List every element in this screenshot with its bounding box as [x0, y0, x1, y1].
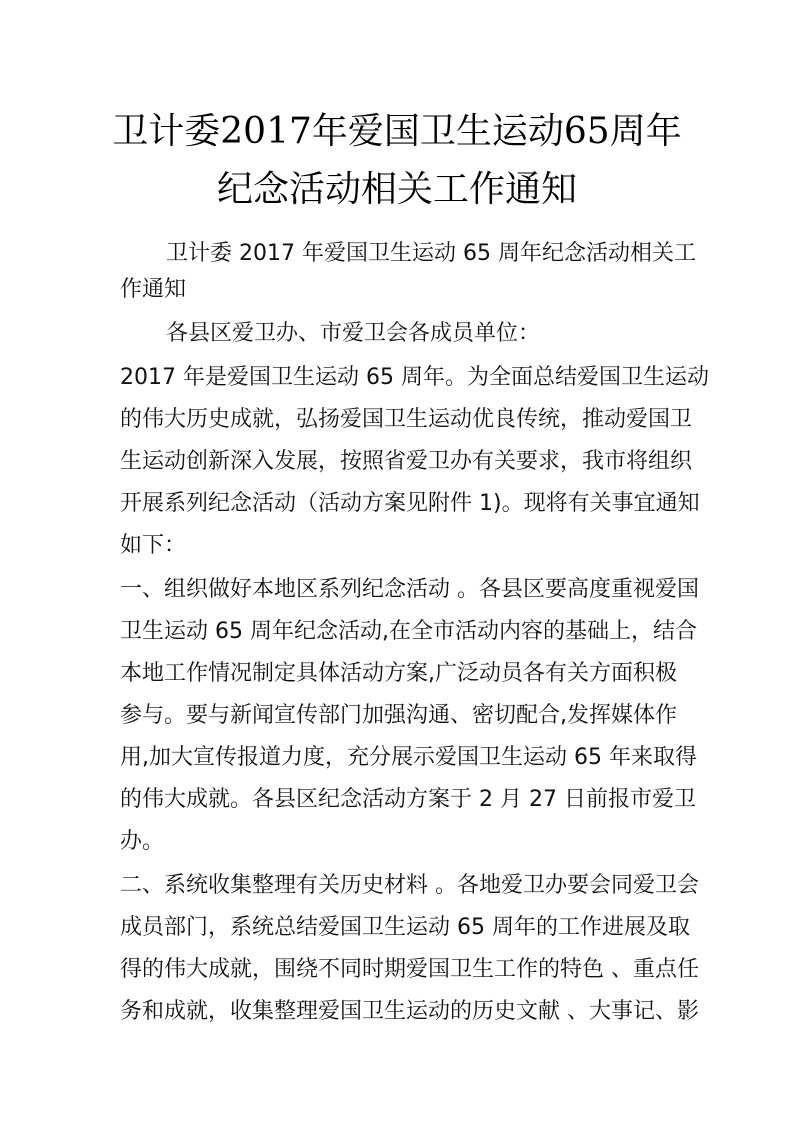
document-title-line-1: 卫计委2017年爱国卫生运动65周年 — [112, 111, 682, 152]
body-line: 生运动创新深入发展，按照省爱卫办有关要求，我市将组织 — [120, 449, 693, 474]
section-1-line: 本地工作情况制定具体活动方案,广泛动员各有关方面积极 — [120, 661, 677, 686]
salutation-line: 各县区爱卫办、市爱卫会各成员单位： — [166, 321, 541, 346]
section-2-line: 务和成就，收集整理爱国卫生运动的历史文献 、大事记、影 — [120, 999, 699, 1024]
section-2-line: 得的伟大成就，围绕不同时期爱国卫生工作的特色 、重点任 — [120, 957, 699, 982]
section-1-line: 的伟大成就。各县区纪念活动方案于 2 月 27 日前报市爱卫 — [120, 787, 696, 812]
section-1-line: 参与。要与新闻宣传部门加强沟通、密切配合,发挥媒体作 — [120, 703, 677, 728]
section-2-line: 成员部门，系统总结爱国卫生运动 65 周年的工作进展及取 — [120, 915, 690, 940]
body-line: 的伟大历史成就，弘扬爱国卫生运动优良传统，推动爱国卫 — [120, 407, 693, 432]
section-2-line: 二、系统收集整理有关历史材料 。各地爱卫办要会同爱卫会 — [120, 873, 699, 898]
document-title-line-2: 纪念活动相关工作通知 — [216, 169, 577, 210]
body-line: 开展系列纪念活动（活动方案见附件 1)。现将有关事宜通知 — [120, 491, 700, 516]
body-line: 卫计委 2017 年爱国卫生运动 65 周年纪念活动相关工 — [166, 241, 696, 266]
body-line: 作通知 — [120, 277, 187, 302]
body-line: 2017 年是爱国卫生运动 65 周年。为全面总结爱国卫生运动 — [120, 365, 709, 390]
section-1-line: 办。 — [120, 829, 165, 854]
section-1-line: 卫生运动 65 周年纪念活动,在全市活动内容的基础上，结合 — [120, 619, 697, 644]
body-line: 如下： — [120, 533, 187, 558]
section-1-line: 用,加大宣传报道力度，充分展示爱国卫生运动 65 年来取得 — [120, 745, 697, 770]
section-1-line: 一、组织做好本地区系列纪念活动 。各县区要高度重视爱国 — [120, 577, 699, 602]
